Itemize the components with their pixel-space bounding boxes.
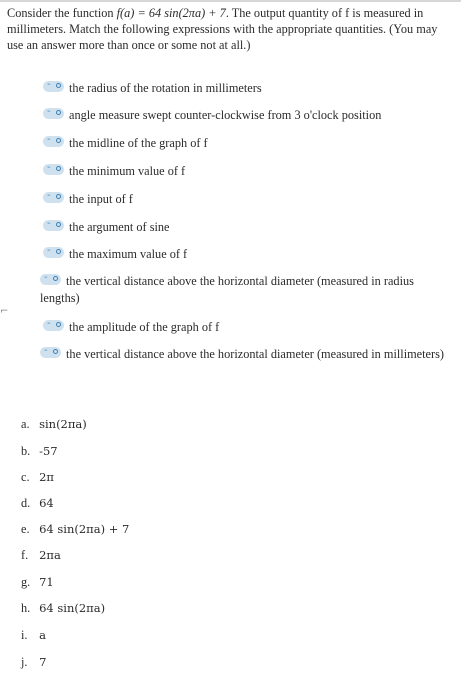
choice-letter: j. <box>21 655 28 669</box>
chevron-icon <box>56 249 61 254</box>
choice-expression: 7 <box>39 655 47 669</box>
item-label: the radius of the rotation in millimeters <box>69 81 262 95</box>
choice-expression: 71 <box>39 575 54 589</box>
prompt-intro: Consider the function <box>7 6 117 20</box>
answer-choice <box>21 521 129 537</box>
matching-item <box>43 135 448 152</box>
choice-expression: 64 sin(2πa) + 7 <box>39 522 130 536</box>
choice-letter: d. <box>21 496 31 510</box>
chevron-icon <box>56 194 61 199</box>
dropdown-placeholder: - <box>47 134 51 145</box>
answer-choice <box>21 469 54 485</box>
answer-choice <box>21 574 54 590</box>
choice-expression: 64 <box>39 496 54 510</box>
text-cursor-icon: ⌐ <box>0 306 9 317</box>
item-label: the argument of sine <box>69 220 170 234</box>
dropdown-placeholder: - <box>47 79 51 90</box>
item-label: the maximum value of f <box>69 247 188 261</box>
chevron-icon <box>56 110 61 115</box>
matching-item <box>40 346 445 363</box>
choice-letter: b. <box>21 444 31 458</box>
chevron-icon <box>53 276 58 281</box>
answer-choice <box>21 654 46 670</box>
item-label: the input of f <box>69 192 133 206</box>
choice-letter: c. <box>21 470 30 484</box>
answer-dropdown[interactable] <box>43 136 64 147</box>
dropdown-placeholder: - <box>47 318 51 329</box>
answer-choice <box>21 627 46 643</box>
item-label: the midline of the graph of f <box>69 136 208 150</box>
matching-item <box>43 107 448 124</box>
matching-item <box>43 163 448 180</box>
choice-letter: a. <box>21 417 30 431</box>
answer-choice <box>21 600 105 616</box>
choice-expression: 64 sin(2πa) <box>39 601 106 615</box>
answer-dropdown[interactable] <box>43 220 64 231</box>
choice-letter: h. <box>21 601 31 615</box>
dropdown-placeholder: - <box>47 245 51 256</box>
answer-dropdown[interactable] <box>43 81 64 92</box>
dropdown-placeholder: - <box>47 106 51 117</box>
dropdown-placeholder: - <box>47 162 51 173</box>
matching-item <box>43 246 448 263</box>
choice-letter: g. <box>21 575 31 589</box>
answer-choice <box>21 443 58 459</box>
dropdown-placeholder: - <box>44 345 48 356</box>
prompt-rest: . The output quantity of f is measured in millimeters. Match the following expressions with the appropriate quantities. (You may use an answer more than once or some not at all.) <box>7 6 438 53</box>
chevron-icon <box>56 222 61 227</box>
answer-dropdown[interactable] <box>40 347 61 358</box>
answer-dropdown[interactable] <box>43 192 64 203</box>
dropdown-placeholder: - <box>44 272 48 283</box>
choice-letter: i. <box>21 628 28 642</box>
answer-choice <box>21 495 54 511</box>
choice-expression: -57 <box>39 444 58 458</box>
function-expression: f(a) = 64 sin(2πa) + 7 <box>116 6 226 20</box>
choice-expression: 2πa <box>39 548 61 562</box>
chevron-icon <box>56 166 61 171</box>
item-label: angle measure swept counter-clockwise from 3 o'clock position <box>69 108 382 122</box>
choice-expression: 2π <box>39 470 54 484</box>
answer-dropdown[interactable] <box>43 164 64 175</box>
dropdown-placeholder: - <box>47 190 51 201</box>
answer-dropdown[interactable] <box>43 320 64 331</box>
answer-choice <box>21 416 87 432</box>
chevron-icon <box>56 138 61 143</box>
dropdown-placeholder: - <box>47 218 51 229</box>
choice-expression: a <box>39 628 46 642</box>
answer-dropdown[interactable] <box>43 247 64 258</box>
chevron-icon <box>53 349 58 354</box>
item-label: the amplitude of the graph of f <box>69 320 220 334</box>
chevron-icon <box>56 83 61 88</box>
matching-item <box>40 273 445 307</box>
item-label: the vertical distance above the horizontal diameter (measured in radius lengths) <box>40 274 414 305</box>
item-label: the vertical distance above the horizontal diameter (measured in millimeters) <box>66 347 444 361</box>
answer-dropdown[interactable] <box>40 274 61 285</box>
matching-item <box>43 191 448 208</box>
choice-expression: sin(2πa) <box>39 417 87 431</box>
item-label: the minimum value of f <box>69 164 186 178</box>
answer-choice <box>21 547 61 563</box>
choice-letter: e. <box>21 522 30 536</box>
matching-item <box>43 80 448 97</box>
matching-item <box>43 219 448 236</box>
chevron-icon <box>56 322 61 327</box>
matching-item <box>43 319 448 336</box>
answer-dropdown[interactable] <box>43 108 64 119</box>
choice-letter: f. <box>21 548 29 562</box>
